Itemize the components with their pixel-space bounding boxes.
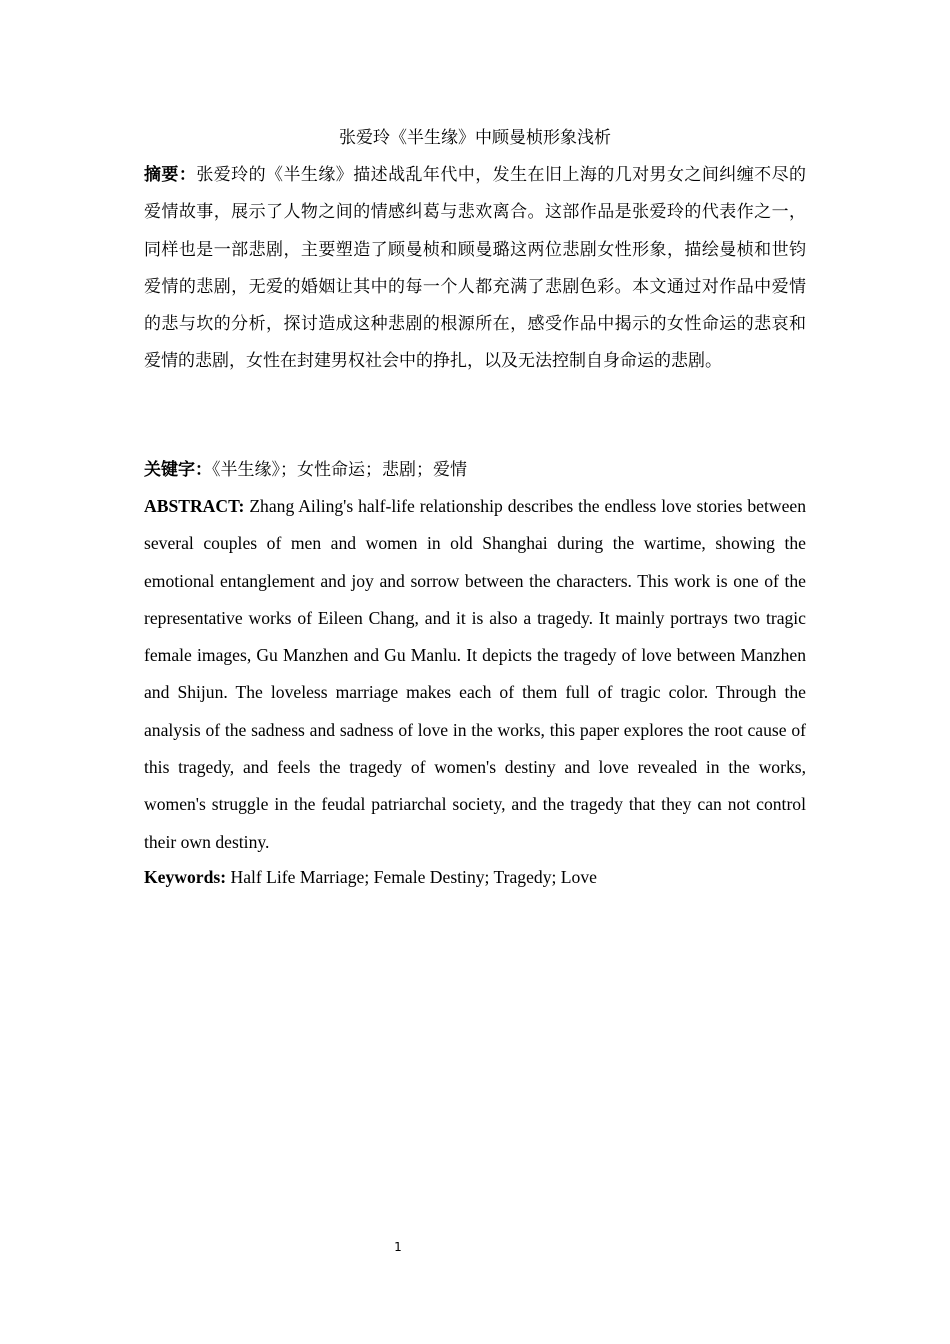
english-keywords <box>144 860 806 894</box>
english-keywords-label: Keywords: <box>144 867 227 887</box>
document-title: 张爱玲《半生缘》中顾曼桢形象浅析 <box>339 128 611 148</box>
english-abstract-label: ABSTRACT: <box>144 496 245 516</box>
chinese-keywords-text: 《半生缘》；女性命运；悲剧；爱情 <box>212 460 467 480</box>
english-keywords-text: Half Life Marriage; Female Destiny; Tragedy; Love <box>230 867 597 887</box>
page-number: 1 <box>394 1240 402 1254</box>
english-abstract-text: Zhang Ailing's half-life relationship describes the endless love stories between several couples of men and women in old Shanghai during the wartime, showing the emotional entanglement and joy and sorrow between the characters. This work is one of the representative works of Eileen Chang, and it is also a tragedy. It mainly portrays two tragic female images, Gu Manzhen and Gu Manlu. It depicts the tragedy of love between Manzhen and Shijun. The loveless marriage makes each of them full of tragic color. Through the analysis of the sadness and sadness of love in the works, this paper explores the root cause of this tragedy, and feels the tragedy of women's destiny and love revealed in the works, women's struggle in the feudal patriarchal society, and the tragedy that they can not control their own destiny. <box>144 496 806 852</box>
english-abstract <box>144 488 806 861</box>
chinese-abstract <box>144 157 806 381</box>
chinese-keywords <box>144 453 806 487</box>
chinese-abstract-label: 摘要： <box>144 165 197 185</box>
chinese-abstract-text: 张爱玲的《半生缘》描述战乱年代中，发生在旧上海的几对男女之间纠缠不尽的爱情故事，展示了人物之间的情感纠葛与悲欢离合。这部作品是张爱玲的代表作之一，同样也是一部悲剧，主要塑造了顾曼桢和顾曼璐这两位悲剧女性形象，描绘曼桢和世钧爱情的悲剧，无爱的婚姻让其中的每一个人都充满了悲剧色彩。本文通过对作品中爱情的悲与坎的分析，探讨造成这种悲剧的根源所在，感受作品中揭示的女性命运的悲哀和爱情的悲剧，女性在封建男权社会中的挣扎，以及无法控制自身命运的悲剧。 <box>144 165 807 372</box>
chinese-keywords-label: 关键字： <box>144 460 212 480</box>
